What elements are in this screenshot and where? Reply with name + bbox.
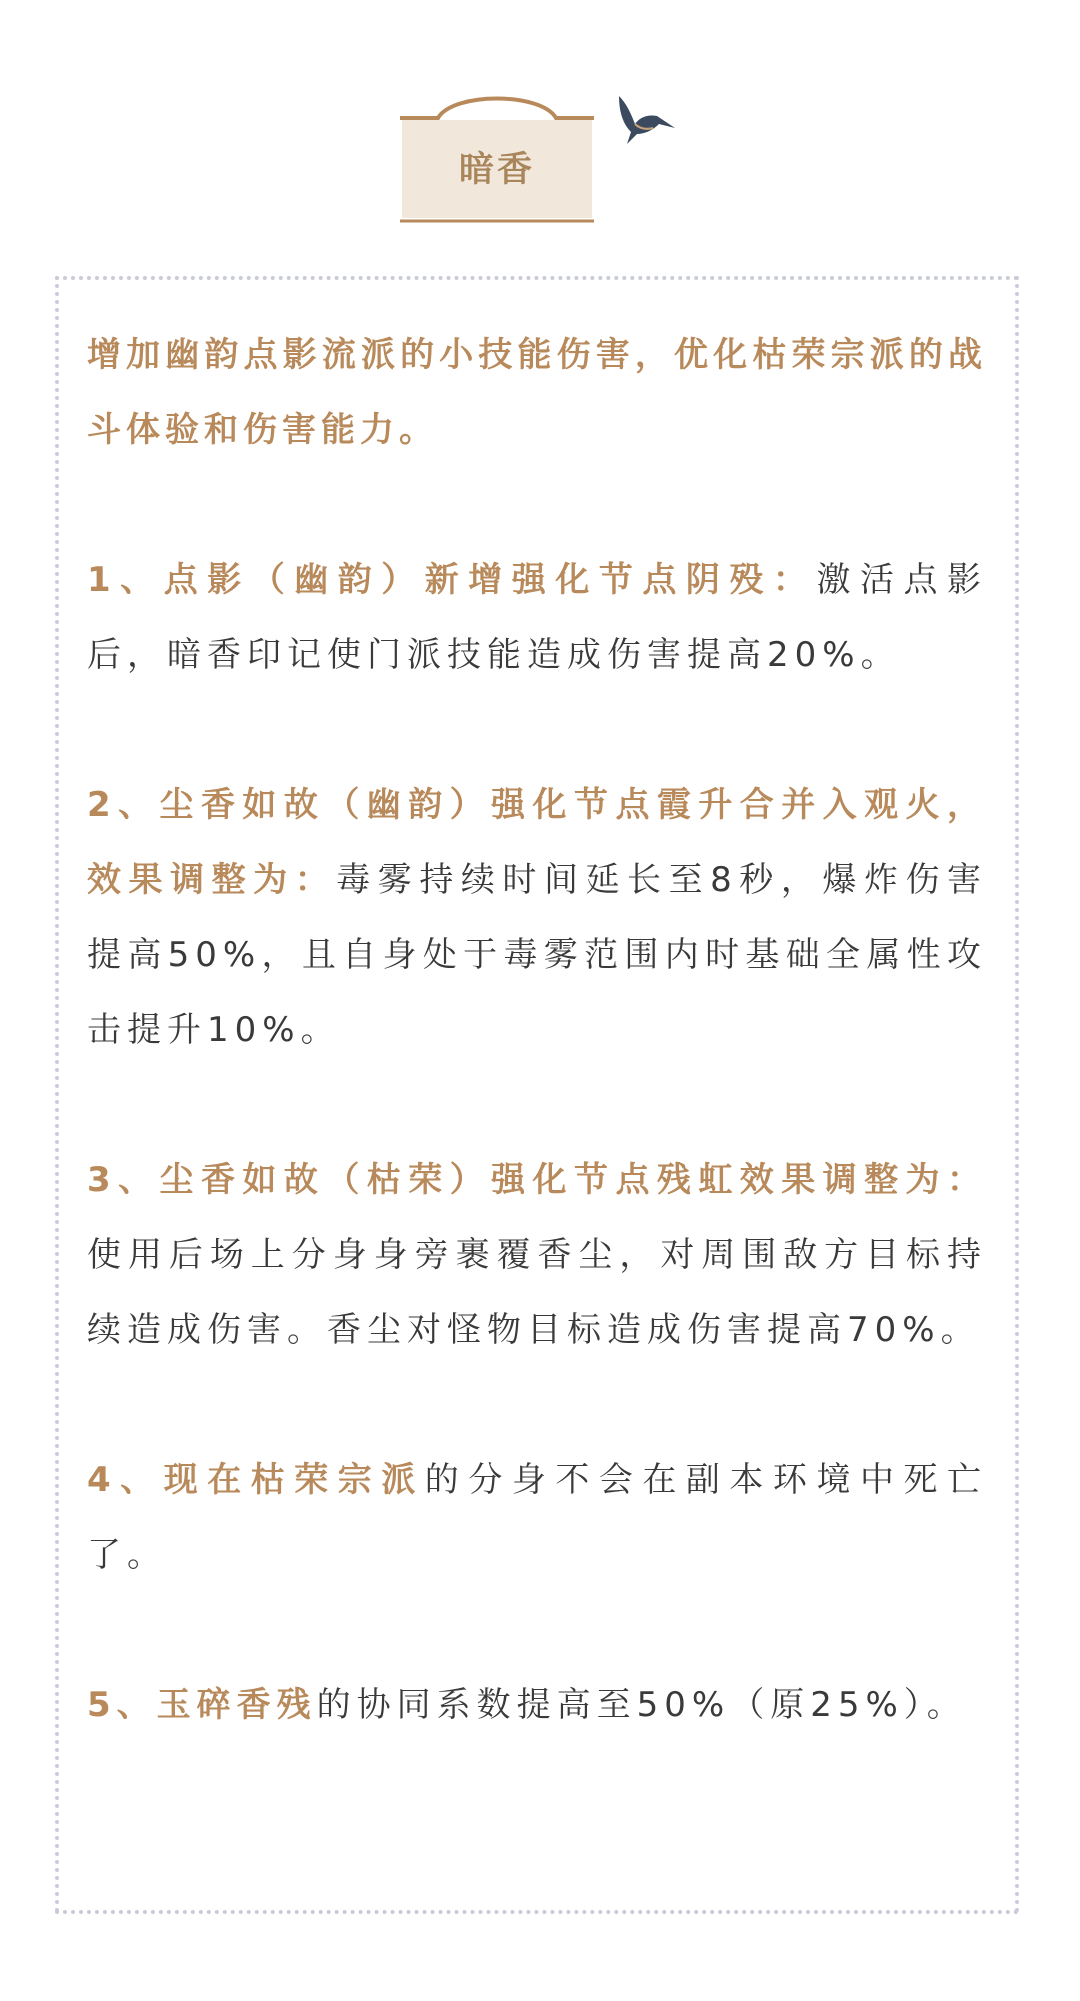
item-2-highlight: 2、尘香如故（幽韵）强化节点霞升合并入观火，效果调整为： — [87, 785, 987, 900]
list-item-4 — [87, 1443, 987, 1593]
item-4-highlight: 4、现在枯荣宗派 — [87, 1460, 425, 1500]
item-3-text: 使用后场上分身身旁裹覆香尘，对周围敌方目标持续造成伤害。香尘对怪物目标造成伤害提高70%。 — [87, 1235, 987, 1350]
list-item-2 — [87, 768, 987, 1068]
item-2-text: 毒雾持续时间延长至8秒，爆炸伤害提高50%，且自身处于毒雾范围内时基础全属性攻击提升10%。 — [87, 860, 987, 1050]
item-5-highlight: 5、玉碎香残 — [87, 1685, 317, 1725]
section-title — [398, 90, 596, 225]
list-item-3 — [87, 1143, 987, 1368]
item-1-highlight: 1、点影（幽韵）新增强化节点阴殁： — [87, 560, 817, 600]
list-item-5 — [87, 1668, 987, 1743]
item-5-text: 的协同系数提高至50%（原25%）。 — [316, 1685, 967, 1725]
list-item-1 — [87, 543, 987, 693]
item-4-text: 的分身不会在副本环境中死亡了。 — [87, 1460, 987, 1575]
swallow-icon — [613, 94, 677, 146]
item-3-highlight: 3、尘香如故（枯荣）强化节点残虹效果调整为： — [87, 1160, 987, 1200]
content-area — [87, 318, 987, 1818]
section-title-text: 暗香 — [458, 150, 535, 190]
intro-paragraph: 增加幽韵点影流派的小技能伤害，优化枯荣宗派的战斗体验和伤害能力。 — [87, 335, 987, 450]
item-1-text: 激活点影后，暗香印记使门派技能造成伤害提高20%。 — [87, 560, 988, 675]
